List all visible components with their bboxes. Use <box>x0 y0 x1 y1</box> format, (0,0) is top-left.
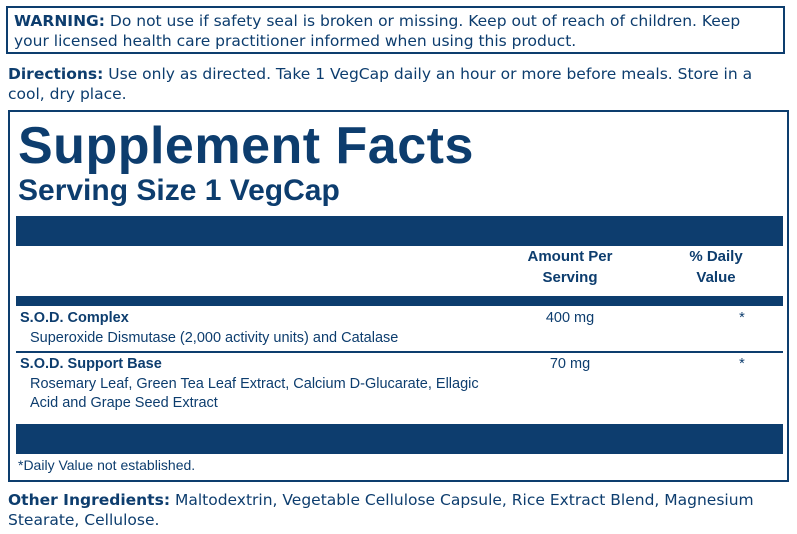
supplement-facts-panel <box>8 110 789 482</box>
ingredient-daily-value: * <box>739 310 745 326</box>
directions-text: Use only as directed. Take 1 VegCap daily an hour or more before meals. Store in a cool, dry place. <box>8 65 753 103</box>
other-ingredients-text: Maltodextrin, Vegetable Cellulose Capsule, Rice Extract Blend, Magnesium Stearate, Cellulose. <box>8 491 754 529</box>
warning-label: WARNING: <box>14 12 105 30</box>
amount-per-serving-header <box>510 246 630 288</box>
ingredient-amount: 70 mg <box>549 356 591 372</box>
dv-header-line1: % Daily <box>689 248 743 265</box>
other-ingredients-label: Other Ingredients: <box>8 491 171 509</box>
row-divider <box>16 351 783 353</box>
header-divider-bar <box>16 216 783 246</box>
ingredient-daily-value: * <box>739 356 745 372</box>
warning-box <box>6 6 785 54</box>
directions <box>8 64 793 104</box>
ingredient-description: Rosemary Leaf, Green Tea Leaf Extract, Calcium D-Glucarate, Ellagic Acid and Grape Seed Extract <box>30 376 479 411</box>
daily-value-header <box>656 246 776 288</box>
amount-header-line2: Serving <box>542 269 598 286</box>
serving-size: Serving Size 1 VegCap <box>18 174 340 207</box>
amount-header-line1: Amount Per <box>527 248 613 265</box>
other-ingredients <box>8 490 793 530</box>
warning-text: Do not use if safety seal is broken or missing. Keep out of reach of children. Keep your licensed health care practitioner informed when using this product. <box>14 12 741 50</box>
ingredient-name: S.O.D. Complex <box>20 310 129 326</box>
facts-title: Supplement Facts <box>18 117 474 175</box>
directions-label: Directions: <box>8 65 104 83</box>
dv-header-line2: Value <box>696 269 736 286</box>
footer-divider-bar <box>16 424 783 454</box>
ingredient-amount: 400 mg <box>545 310 595 326</box>
ingredient-name: S.O.D. Support Base <box>20 356 162 372</box>
daily-value-footnote: *Daily Value not established. <box>18 457 196 473</box>
ingredient-description: Superoxide Dismutase (2,000 activity units) and Catalase <box>30 330 399 346</box>
column-divider-bar <box>16 296 783 306</box>
